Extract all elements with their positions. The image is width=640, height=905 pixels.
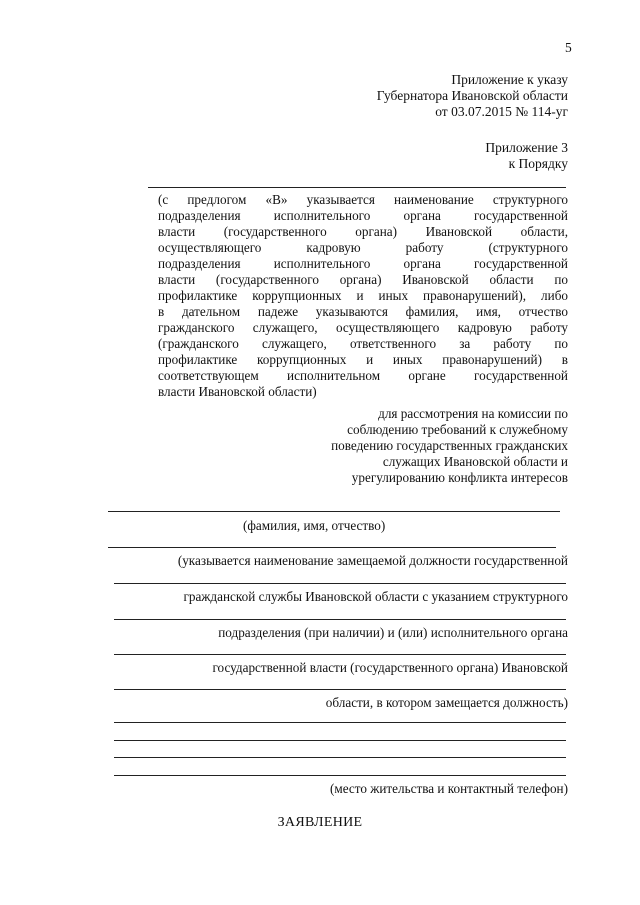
addressee-note-line: власти (государственного органа) Ивановской области по: [158, 272, 568, 287]
addressee-note-line: власти Ивановской области): [158, 384, 317, 399]
document-title: ЗАЯВЛЕНИЕ: [277, 815, 363, 830]
addressee-note-line: осуществляющего кадровую работу (структурного: [158, 240, 568, 255]
header-line-2: Губернатора Ивановской области: [376, 88, 568, 103]
position-line: [114, 689, 566, 690]
commission-note-line: поведению государственных гражданских: [331, 438, 568, 453]
addressee-note-line: соответствующем исполнительном органе государственной: [158, 368, 568, 383]
residence-line: [114, 775, 566, 776]
commission-note-line: для рассмотрения на комиссии по: [378, 406, 568, 421]
position-caption-2: гражданской службы Ивановской области с указанием структурного: [183, 589, 568, 604]
header-line-1: Приложение к указу: [451, 72, 568, 87]
position-line: [114, 619, 566, 620]
residence-line: [114, 740, 566, 741]
residence-caption: (место жительства и контактный телефон): [329, 781, 568, 796]
addressee-note-line: профилактике коррупционных и иных правонарушений) в: [158, 352, 568, 367]
addressee-note-line: (с предлогом «В» указывается наименование структурного: [158, 192, 568, 207]
addressee-note-line: профилактике коррупционных и иных правонарушений), либо: [158, 288, 568, 303]
commission-note-line: соблюдению требований к служебному: [347, 422, 568, 437]
addressee-note-line: подразделения исполнительного органа государственной: [158, 256, 568, 271]
commission-note-line: урегулированию конфликта интересов: [351, 470, 568, 485]
position-caption-1: (указывается наименование замещаемой должности государственной: [177, 553, 568, 568]
addressee-note-line: гражданского служащего, осуществляющего кадровую работу: [158, 320, 568, 335]
commission-note-line: служащих Ивановской области и: [382, 454, 568, 469]
position-caption-4: государственной власти (государственного органа) Ивановской: [212, 660, 568, 675]
addressee-note-line: власти (государственного органа) Ивановской области,: [158, 224, 568, 239]
header-line-3: от 03.07.2015 № 114-уг: [435, 104, 568, 119]
addressee-note-line: подразделения исполнительного органа государственной: [158, 208, 568, 223]
header-line-4: Приложение 3: [485, 140, 568, 155]
residence-line: [114, 722, 566, 723]
addressee-note-line: (гражданского служащего, ответственного за работу по: [158, 336, 568, 351]
position-caption-3: подразделения (при наличии) и (или) исполнительного органа: [218, 625, 568, 640]
residence-line: [114, 757, 566, 758]
page-number: 5: [565, 40, 572, 55]
addressee-line: [148, 187, 566, 188]
position-line: [108, 547, 556, 548]
addressee-note-line: в дательном падеже указываются фамилия, имя, отчество: [158, 304, 568, 319]
position-line: [114, 583, 566, 584]
position-line: [114, 654, 566, 655]
position-caption-5: области, в котором замещается должность): [325, 695, 568, 710]
fio-line: [108, 511, 560, 512]
header-line-5: к Порядку: [508, 156, 568, 171]
fio-caption: (фамилия, имя, отчество): [243, 518, 386, 533]
